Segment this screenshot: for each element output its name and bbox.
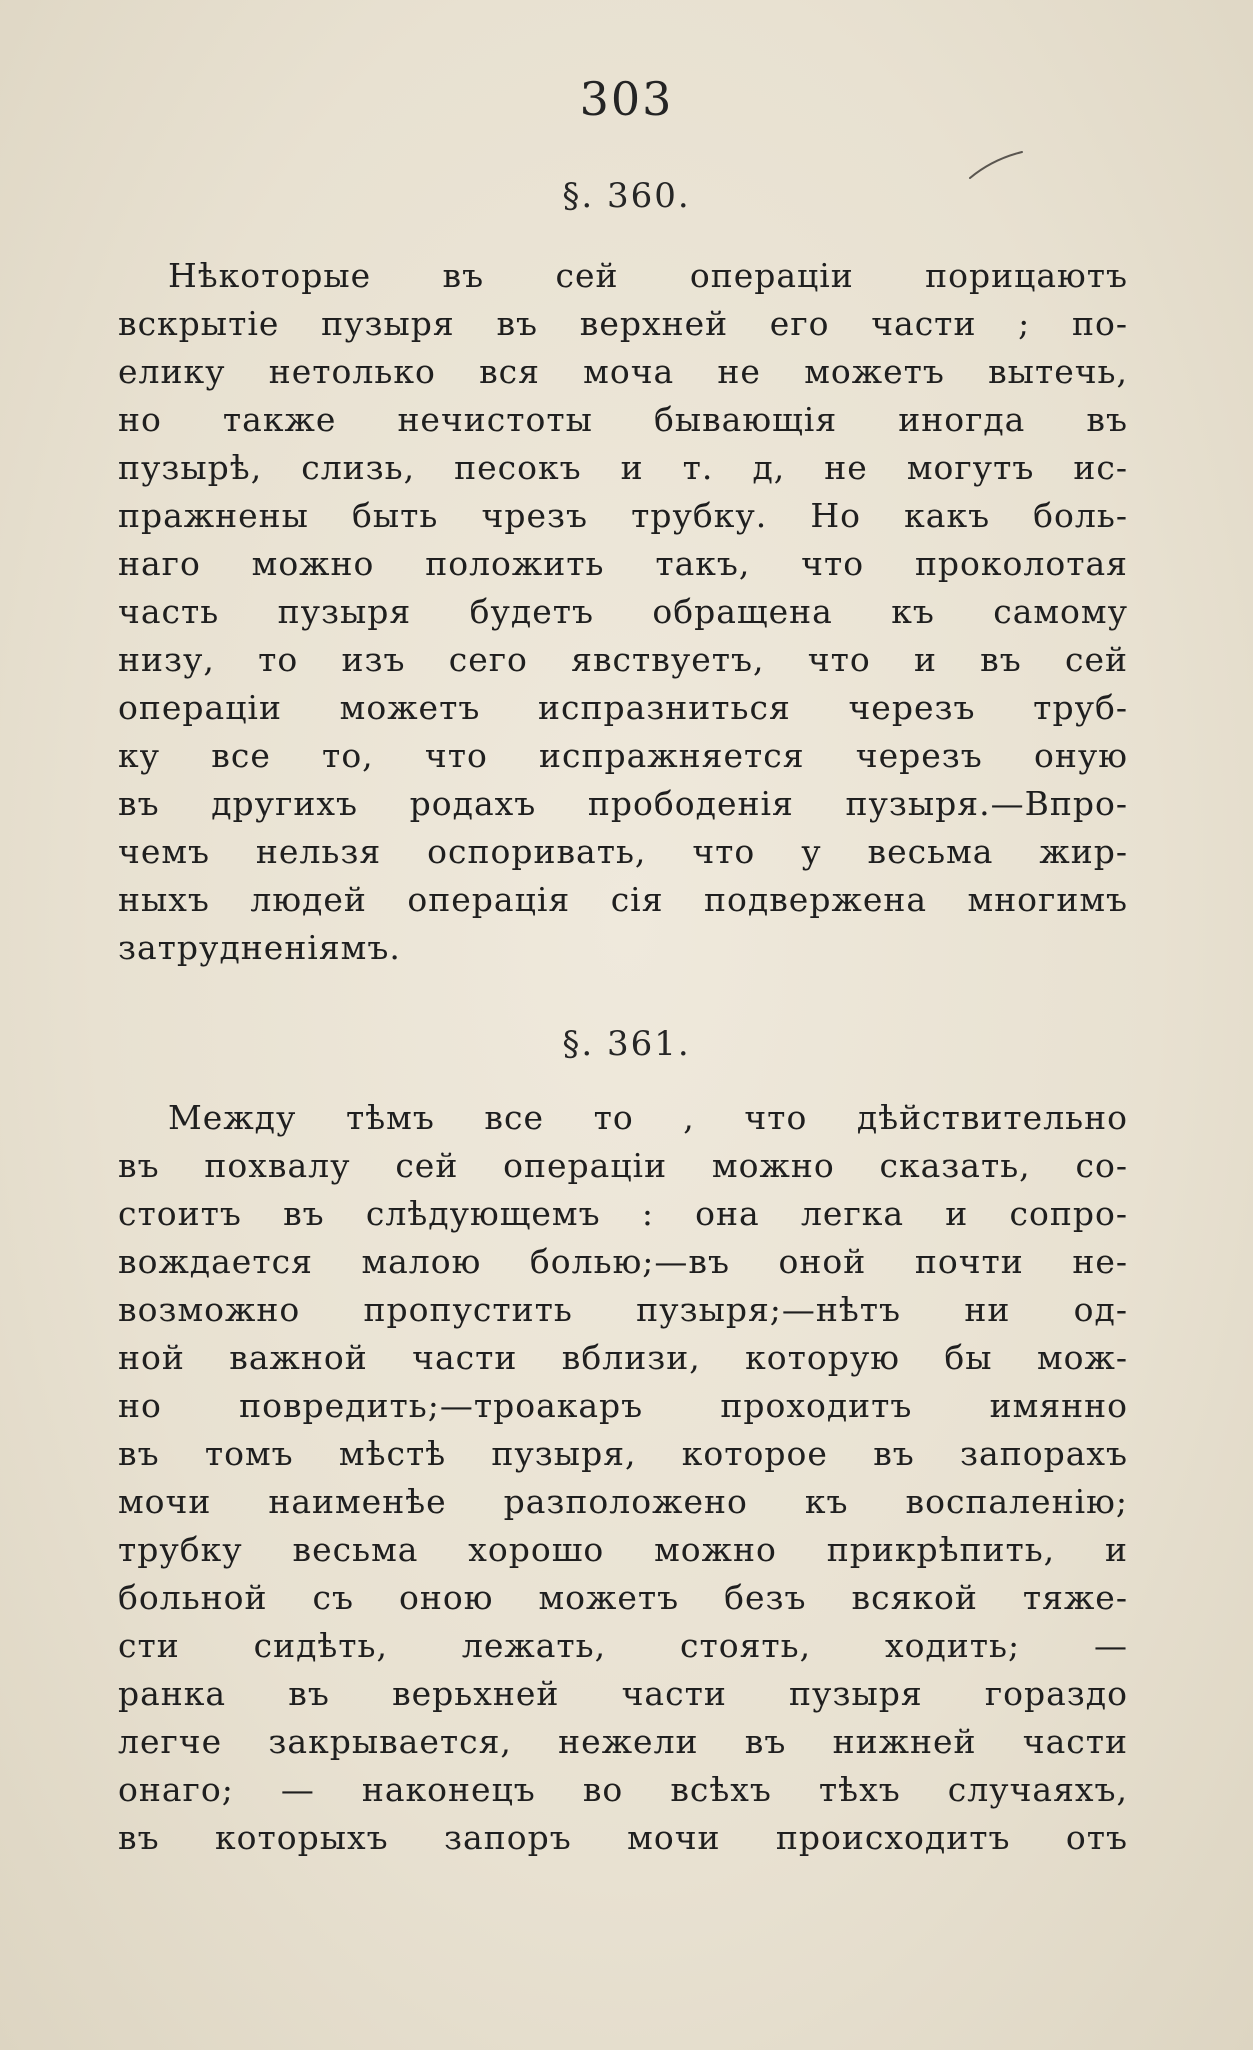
text-line: затрудненіямъ. [118, 928, 401, 967]
text-line: елику нетолько вся моча не можетъ вытечь, [118, 352, 1128, 391]
text-line: чемъ нельзя оспоривать, что у весьма жир- [118, 832, 1128, 871]
section-360-text [118, 252, 1128, 972]
text-line: сти сидѣть, лежать, стоять, ходить; — [118, 1626, 1128, 1665]
text-line: мочи наименѣе разположено къ воспаленію; [118, 1482, 1128, 1521]
text-line: наго можно положить такъ, что проколотая [118, 544, 1128, 583]
text-line: онаго; — наконецъ во всѣхъ тѣхъ случаяхъ, [118, 1770, 1128, 1809]
text-line: операціи можетъ испразниться черезъ труб- [118, 688, 1128, 727]
text-line: но также нечистоты бывающія иногда въ [118, 400, 1128, 439]
text-line: пузырѣ, слизь, песокъ и т. д, не могутъ ис- [118, 448, 1128, 487]
text-line: въ томъ мѣстѣ пузыря, которое въ запорахъ [118, 1434, 1128, 1473]
text-line: въ похвалу сей операціи можно сказать, со- [118, 1146, 1128, 1185]
text-line: вождается малою болью;—въ оной почти не- [118, 1242, 1128, 1281]
text-line: ныхъ людей операція сія подвержена многимъ [118, 880, 1128, 919]
text-line: часть пузыря будетъ обращена къ самому [118, 592, 1128, 631]
text-line: трубку весьма хорошо можно прикрѣпить, и [118, 1530, 1128, 1569]
text-line: больной съ оною можетъ безъ всякой тяже- [118, 1578, 1128, 1617]
section-361-text [118, 1094, 1128, 1862]
page-number: 303 [579, 72, 674, 126]
text-line: но повредить;—троакаръ проходитъ имянно [118, 1386, 1128, 1425]
text-line: низу, то изъ сего явствуетъ, что и въ сей [118, 640, 1128, 679]
text-line: Между тѣмъ все то , что дѣйствительно [168, 1098, 1128, 1137]
text-line: ку все то, что испражняется черезъ оную [118, 736, 1128, 775]
text-line: легче закрывается, нежели въ нижней части [118, 1722, 1128, 1761]
text-line: въ другихъ родахъ прободенія пузыря.—Впро- [118, 784, 1128, 823]
text-line: пражнены быть чрезъ трубку. Но какъ боль- [118, 496, 1128, 535]
text-line: Нѣкоторые въ сей операціи порицаютъ [168, 256, 1128, 295]
text-line: стоитъ въ слѣдующемъ : она легка и сопро- [118, 1194, 1128, 1233]
text-line: ной важной части вблизи, которую бы мож- [118, 1338, 1128, 1377]
text-line: ранка въ верьхней части пузыря гораздо [118, 1674, 1128, 1713]
text-line: возможно пропустить пузыря;—нѣтъ ни од- [118, 1290, 1128, 1329]
section-heading-360: §. 360. [562, 176, 691, 216]
text-line: вскрытіе пузыря въ верхней его части ; по- [118, 304, 1128, 343]
section-heading-361: §. 361. [562, 1024, 691, 1064]
text-line: въ которыхъ запоръ мочи происходитъ отъ [118, 1818, 1128, 1857]
